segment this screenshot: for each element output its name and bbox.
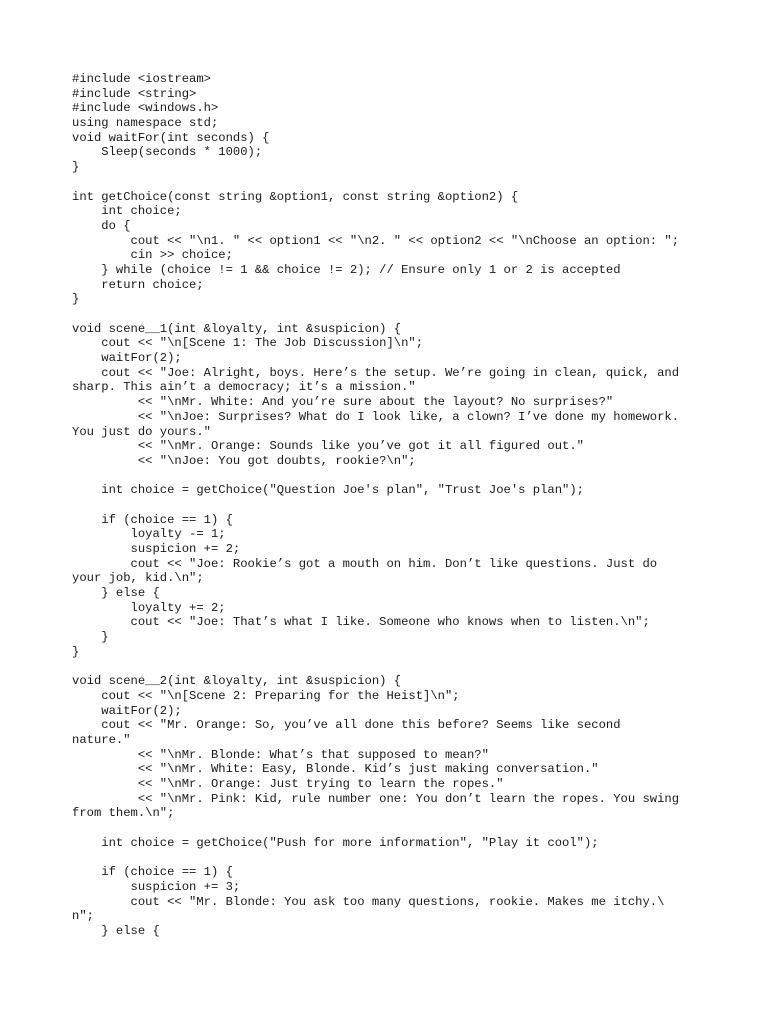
code-line <box>72 821 712 836</box>
code-line: cout << "\n[Scene 2: Preparing for the Heist]\n"; <box>72 688 460 703</box>
code-line: } else { <box>72 586 160 601</box>
code-line <box>72 307 712 322</box>
code-line: << "\nMr. White: Easy, Blonde. Kid’s just making conversation." <box>72 762 599 777</box>
code-line: } <box>72 292 80 307</box>
code-line: waitFor(2); <box>72 351 182 366</box>
code-line: sharp. This ain’t a democracy; it’s a mission." <box>72 380 416 395</box>
code-line: } <box>72 630 109 645</box>
code-line: loyalty += 2; <box>72 600 226 615</box>
code-line <box>72 175 712 190</box>
code-line: } <box>72 160 80 175</box>
code-line: << "\nMr. White: And you’re sure about the layout? No surprises?" <box>72 395 614 410</box>
code-line: cout << "Joe: That’s what I like. Someone who knows when to listen.\n"; <box>72 615 650 630</box>
code-line: << "\nMr. Pink: Kid, rule number one: You don’t learn the ropes. You swing <box>72 791 680 806</box>
code-line: #include <iostream> <box>72 72 211 86</box>
code-line: #include <windows.h> <box>72 101 219 116</box>
code-line: You just do yours." <box>72 424 211 439</box>
code-line: << "\nJoe: You got doubts, rookie?\n"; <box>72 453 416 468</box>
code-line: #include <string> <box>72 86 197 101</box>
code-line: cout << "Joe: Rookie’s got a mouth on him. Don’t like questions. Just do <box>72 556 658 571</box>
code-line: int choice = getChoice("Push for more information", "Play it cool"); <box>72 835 599 850</box>
code-line: << "\nMr. Orange: Sounds like you’ve got it all figured out." <box>72 439 584 454</box>
code-line: return choice; <box>72 277 204 292</box>
code-line: do { <box>72 218 131 233</box>
code-line <box>72 850 712 865</box>
code-line: void scene__1(int &loyalty, int &suspicion) { <box>72 321 402 336</box>
code-line: << "\nJoe: Surprises? What do I look like, a clown? I’ve done my homework. <box>72 409 680 424</box>
code-line: if (choice == 1) { <box>72 512 233 527</box>
code-line: from them.\n"; <box>72 806 175 821</box>
code-line <box>72 660 712 675</box>
code-line: using namespace std; <box>72 116 219 131</box>
code-line: } <box>72 644 80 659</box>
code-line <box>72 469 712 484</box>
code-line: suspicion += 2; <box>72 542 241 556</box>
code-listing <box>72 72 712 939</box>
code-line: cout << "Joe: Alright, boys. Here’s the setup. We’re going in clean, quick, and <box>72 365 680 380</box>
code-line: Sleep(seconds * 1000); <box>72 145 263 160</box>
code-line: if (choice == 1) { <box>72 865 233 880</box>
code-line: void waitFor(int seconds) { <box>72 130 270 145</box>
code-line: } while (choice != 1 && choice != 2); // Ensure only 1 or 2 is accepted <box>72 262 621 277</box>
code-line: nature." <box>72 732 131 747</box>
code-line: << "\nMr. Orange: Just trying to learn the ropes." <box>72 777 504 791</box>
code-line: n"; <box>72 909 94 924</box>
code-line: loyalty -= 1; <box>72 527 226 542</box>
code-line: waitFor(2); <box>72 703 182 718</box>
code-line <box>72 498 712 513</box>
code-line: suspicion += 3; <box>72 879 241 894</box>
code-line: cout << "Mr. Blonde: You ask too many questions, rookie. Makes me itchy.\ <box>72 894 665 909</box>
code-line: cout << "\n1. " << option1 << "\n2. " << option2 << "\nChoose an option: "; <box>72 233 680 248</box>
code-line: your job, kid.\n"; <box>72 571 204 586</box>
code-line: int getChoice(const string &option1, const string &option2) { <box>72 189 519 204</box>
code-line: cin >> choice; <box>72 248 233 263</box>
code-line: cout << "Mr. Orange: So, you’ve all done this before? Seems like second <box>72 718 621 733</box>
code-line: << "\nMr. Blonde: What’s that supposed to mean?" <box>72 747 489 762</box>
code-line: } else { <box>72 923 160 938</box>
code-line: void scene__2(int &loyalty, int &suspicion) { <box>72 674 402 689</box>
code-line: int choice; <box>72 204 182 219</box>
code-line: cout << "\n[Scene 1: The Job Discussion]\n"; <box>72 336 424 351</box>
code-line: int choice = getChoice("Question Joe's plan", "Trust Joe's plan"); <box>72 483 584 498</box>
